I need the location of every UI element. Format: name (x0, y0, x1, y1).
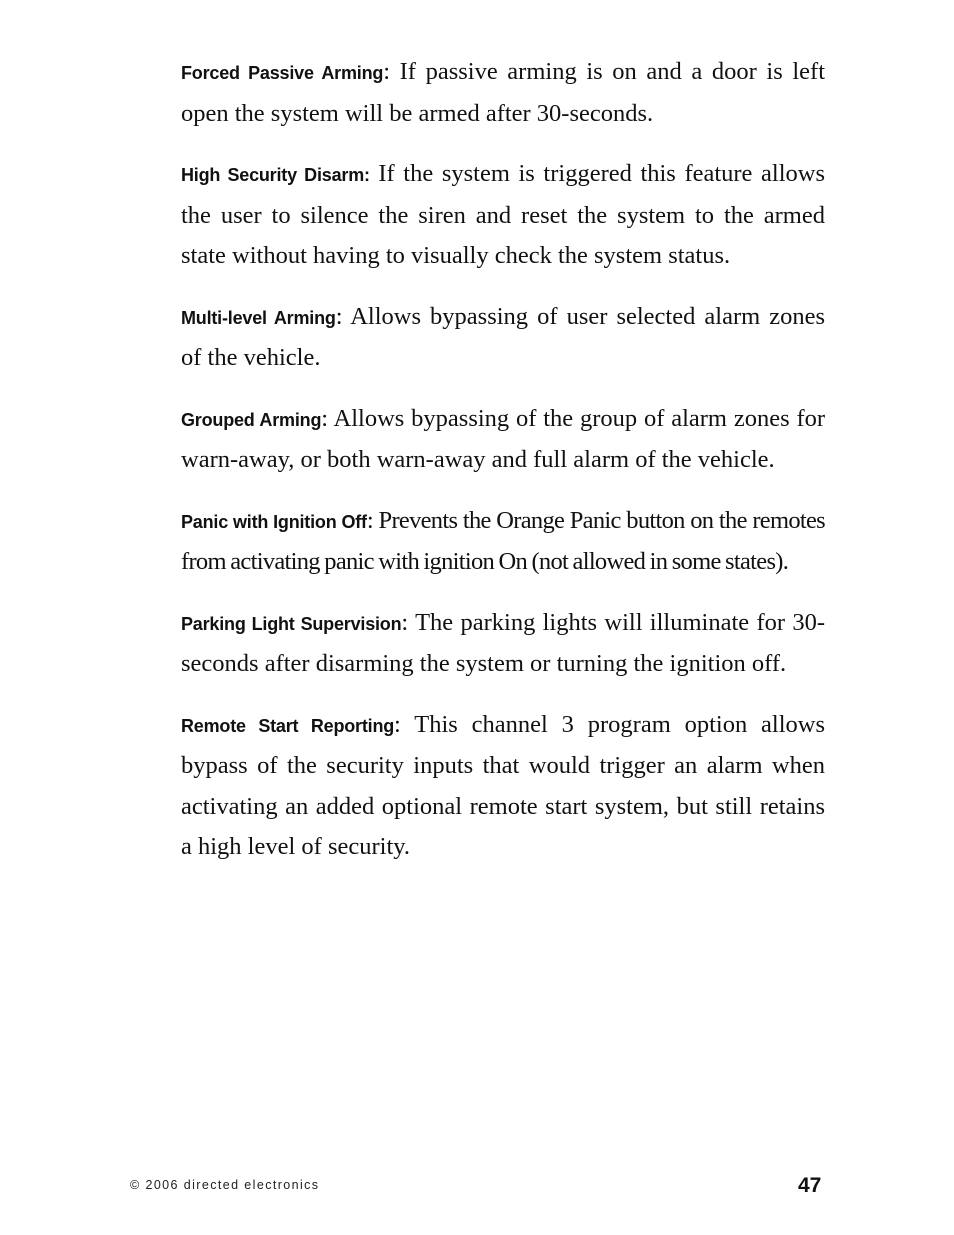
term-separator: : (401, 608, 409, 636)
feature-list (181, 52, 825, 888)
feature-term: Forced Passive Arming (181, 63, 384, 83)
feature-description: If the system is triggered this feature allows the user to silence the siren and reset the system to the armed state without having to visually check the system status. (181, 160, 825, 269)
feature-term: Remote Start Reporting (181, 715, 395, 736)
feature-panic-with-ignition-off (181, 501, 825, 583)
term-separator: : (335, 302, 343, 330)
feature-term: Grouped Arming (181, 409, 322, 430)
feature-term: High Security Disarm: (181, 165, 370, 185)
feature-term: Parking Light Supervision (181, 613, 402, 634)
term-separator: : (366, 506, 373, 534)
feature-grouped-arming (181, 399, 825, 481)
feature-multi-level-arming (181, 297, 825, 379)
feature-term: Multi-level Arming (181, 307, 336, 328)
feature-high-security-disarm (181, 154, 825, 277)
feature-description: This channel 3 program option allows bypass of the security inputs that would trigger an alarm when activating an added optional remote start system, but still retains a high level of security. (181, 710, 825, 860)
term-separator: : (321, 404, 329, 432)
page-number: 47 (798, 1174, 822, 1197)
feature-description: The parking lights will illuminate for 30-seconds after disarming the system or turning the ignition off. (181, 608, 825, 677)
feature-description: Allows bypassing of the group of alarm zones for warn-away, or both warn-away and full alarm of the vehicle. (181, 404, 826, 473)
feature-remote-start-reporting (181, 705, 825, 868)
term-separator: : (383, 58, 391, 85)
feature-parking-light-supervision (181, 603, 825, 685)
copyright-notice: © 2006 directed electronics (130, 1178, 320, 1192)
feature-forced-passive-arming (181, 52, 825, 134)
feature-term: Panic with Ignition Off (181, 511, 367, 532)
feature-description: Allows bypassing of user selected alarm zones of the vehicle. (181, 302, 826, 371)
feature-description: If passive arming is on and a door is left open the system will be armed after 30-seconds. (181, 58, 825, 127)
feature-description: Prevents the Orange Panic button on the remotes from activating panic with ignition On (not allowed in some states). (181, 506, 825, 575)
term-separator: : (394, 710, 401, 738)
